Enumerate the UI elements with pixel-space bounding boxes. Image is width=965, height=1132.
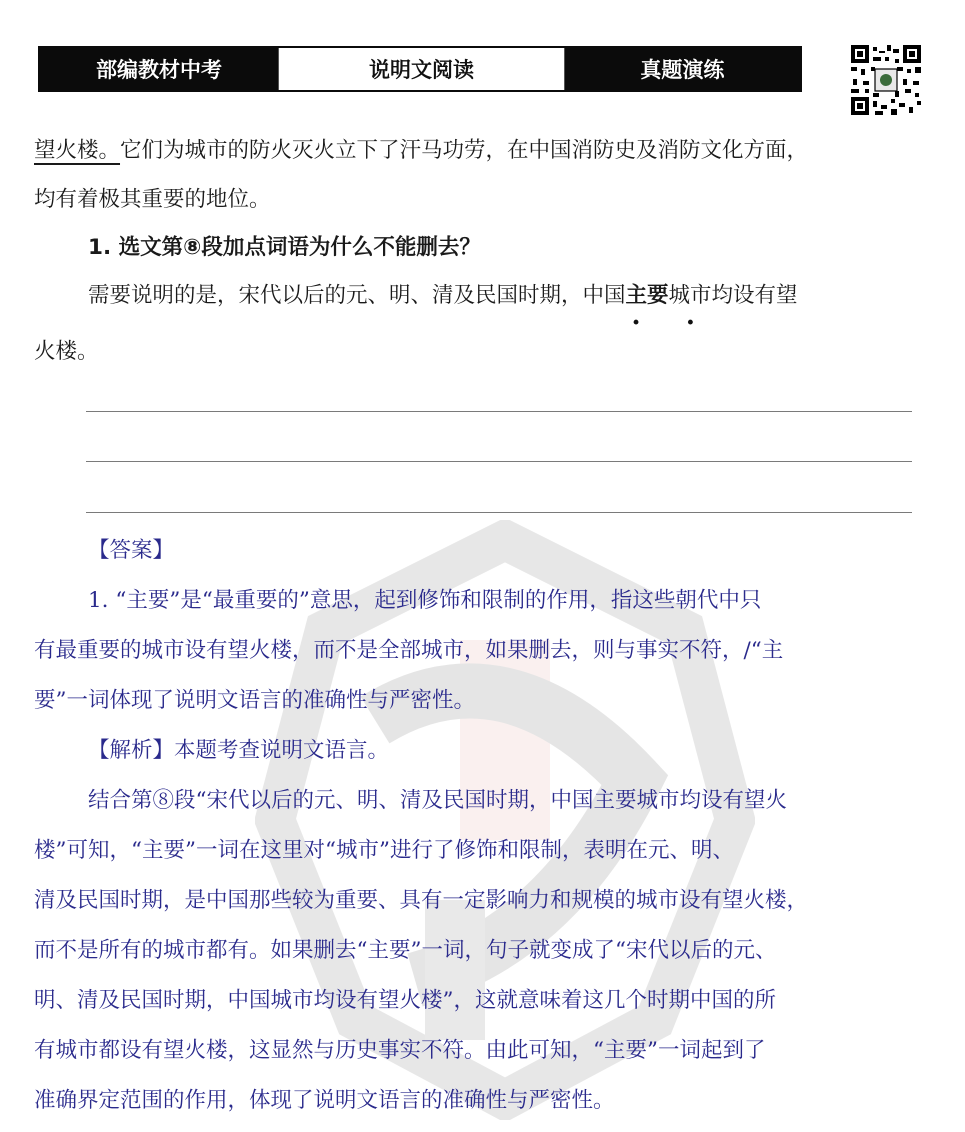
quote-text-after: 城市均设有望 bbox=[668, 283, 798, 308]
analysis-intro: 本题考查说明文语言。 bbox=[174, 738, 390, 763]
answer-line-text: 有最重要的城市设有望火楼，而不是全部城市，如果删去，则与事实不符，/“主 bbox=[34, 638, 784, 663]
answer-label: 【答案】 bbox=[88, 538, 175, 563]
answer-line[interactable] bbox=[86, 461, 912, 462]
answer-line[interactable] bbox=[86, 411, 912, 412]
analysis-line: 而不是所有的城市都有。如果删去“主要”一词，句子就变成了“宋代以后的元、 bbox=[34, 938, 777, 963]
passage-text: 它们为城市的防火灭火立下了汗马功劳，在中国消防史及消防文化方面， bbox=[120, 138, 809, 163]
question-quote-line-2: 火楼。 bbox=[34, 339, 99, 364]
analysis-header bbox=[34, 726, 929, 776]
header-left-title: 部编教材中考 bbox=[40, 48, 278, 90]
answer-block bbox=[34, 526, 929, 1126]
qr-code-icon bbox=[851, 45, 921, 115]
analysis-line: 有城市都设有望火楼，这显然与历史事实不符。由此可知，“主要”一词起到了 bbox=[34, 1038, 766, 1063]
header-center-title: 说明文阅读 bbox=[278, 48, 565, 90]
answer-line-text: 要”一词体现了说明文语言的准确性与严密性。 bbox=[34, 688, 475, 713]
question-quote-line-1 bbox=[34, 270, 929, 322]
quote-text-before: 需要说明的是，宋代以后的元、明、清及民国时期，中国 bbox=[88, 283, 626, 308]
passage-underlined-text: 望火楼。 bbox=[34, 138, 121, 163]
header-right-title: 真题演练 bbox=[565, 48, 800, 90]
analysis-line: 结合第⑧段“宋代以后的元、明、清及民国时期，中国主要城市均设有望火 bbox=[88, 788, 787, 813]
answer-line[interactable] bbox=[86, 512, 912, 513]
passage-line-1 bbox=[34, 125, 929, 177]
dotted-keyword: 主要 · · bbox=[626, 283, 669, 308]
analysis-line: 准确界定范围的作用，体现了说明文语言的准确性与严密性。 bbox=[34, 1088, 615, 1113]
analysis-line: 清及民国时期，是中国那些较为重要、具有一定影响力和规模的城市设有望火楼， bbox=[34, 888, 809, 913]
question-title: 1. 选文第⑧段加点词语为什么不能删去？ bbox=[88, 235, 481, 260]
header-bar bbox=[38, 46, 802, 92]
answer-line-text: 1. “主要”是“最重要的”意思，起到修饰和限制的作用，指这些朝代中只 bbox=[88, 588, 762, 613]
analysis-line: 楼”可知，“主要”一词在这里对“城市”进行了修饰和限制，表明在元、明、 bbox=[34, 838, 734, 863]
analysis-line: 明、清及民国时期，中国城市均设有望火楼”，这就意味着这几个时期中国的所 bbox=[34, 988, 776, 1013]
analysis-label: 【解析】 bbox=[88, 738, 175, 763]
passage-line-2: 均有着极其重要的地位。 bbox=[34, 187, 271, 212]
